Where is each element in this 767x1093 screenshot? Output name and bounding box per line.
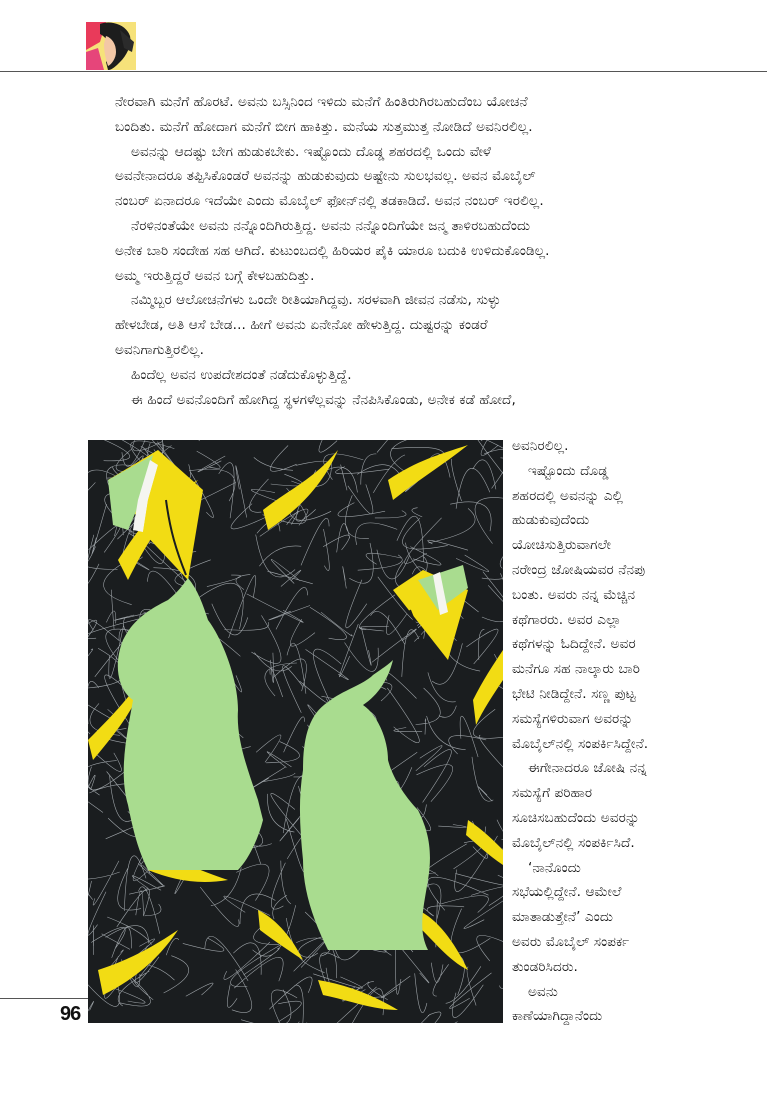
side-text-column	[512, 434, 712, 1029]
text-line: ಸಭೆಯಲ್ಲಿದ್ದೇನೆ. ಆಮೇಲೆ	[512, 884, 622, 901]
header-rule	[0, 71, 767, 72]
text-line: ಸೂಚಿಸಬಹುದೆಂದು ಅವರನ್ನು	[512, 809, 640, 826]
text-line: ಅವನಿಗಾಗುತ್ತಿರಲಿಲ್ಲ.	[115, 341, 205, 358]
text-line: ನರೇಂದ್ರ ಜೋಷಿಯವರ ನೆನಪು	[512, 561, 646, 578]
text-line: ನಂಬರ್ ಏನಾದರೂ ಇದೆಯೇ ಎಂದು ಮೊಬೈಲ್ ಫೋನ್‌ನಲ್ಲಿ ತಡಕಾಡಿದೆ. ಅವನ ನಂಬರ್ ಇರಲಿಲ್ಲ.	[115, 193, 544, 210]
text-line: ಕಥೆಗಳನ್ನು ಓದಿದ್ದೇನೆ. ಅವರ	[512, 636, 636, 653]
text-line: ನಮ್ಮಿಬ್ಬರ ಆಲೋಚನೆಗಳು ಒಂದೇ ರೀತಿಯಾಗಿದ್ದವು. ಸರಳವಾಗಿ ಜೀವನ ನಡೆಸು, ಸುಳ್ಳು	[131, 292, 501, 309]
text-line: ಬಂತು. ಅವರು ನನ್ನ ಮೆಚ್ಚಿನ	[512, 586, 636, 603]
text-line: ಯೋಚಿಸುತ್ತಿರುವಾಗಲೇ	[512, 537, 612, 554]
text-line: ಭೇಟಿ ನೀಡಿದ್ದೇನೆ. ಸಣ್ಣ ಪುಟ್ಟ	[512, 685, 636, 702]
text-line: ಮೊಬೈಲ್‌ನಲ್ಲಿ ಸಂಪರ್ಕಿಸಿದೆ.	[512, 834, 635, 851]
text-line: ಬಂದಿತು. ಮನೆಗೆ ಹೋದಾಗ ಮನೆಗೆ ಬೀಗ ಹಾಕಿತ್ತು. ಮನೆಯ ಸುತ್ತಮುತ್ತ ನೋಡಿದೆ ಅವನಿರಲಿಲ್ಲ.	[115, 118, 533, 135]
text-line: ನೆರಳಿನಂತೆಯೇ ಅವನು ನನ್ನೊಂದಿಗಿರುತ್ತಿದ್ದ. ಅವನು ನನ್ನೊಂದಿಗೆಯೇ ಜನ್ಮ ತಾಳಿರಬಹುದೆಂದು	[131, 217, 531, 234]
text-line: ಈಗೇನಾದರೂ ಜೋಷಿ ನನ್ನ	[528, 760, 647, 777]
footer-rule	[0, 998, 88, 999]
text-line: ಮನೆಗೂ ಸಹ ನಾಲ್ಕಾರು ಬಾರಿ	[512, 661, 640, 678]
text-line: ‘ನಾನೊಂದು	[528, 859, 581, 876]
text-line: ಕಾಣೆಯಾಗಿದ್ದಾನೆಂದು	[512, 1008, 603, 1025]
text-line: ತುಂಡರಿಸಿದರು.	[512, 958, 578, 975]
text-line: ಸಮಸ್ಯೆಗಳಿರುವಾಗ ಅವರನ್ನು	[512, 710, 634, 727]
text-line: ಅವರು ಮೊಬೈಲ್ ಸಂಪರ್ಕ	[512, 933, 630, 950]
text-line: ಇಷ್ಟೊಂದು ದೊಡ್ಡ	[528, 462, 609, 479]
text-line: ಅವನೇನಾದರೂ ತಪ್ಪಿಸಿಕೊಂಡರೆ ಅವನನ್ನು ಹುಡುಕುವುದು ಅಷ್ಟೇನು ಸುಲಭವಲ್ಲ. ಅವನ ಮೊಬೈಲ್	[115, 168, 536, 185]
text-line: ಅವನನ್ನು ಆದಷ್ಟು ಬೇಗ ಹುಡುಕಬೇಕು. ಇಷ್ಟೊಂದು ದೊಡ್ಡ ಶಹರದಲ್ಲಿ ಒಂದು ವೇಳೆ	[131, 143, 492, 160]
text-line: ಮಾತಾಡುತ್ತೇನೆ’ ಎಂದು	[512, 909, 614, 926]
main-text-block	[115, 90, 715, 412]
two-shadow-figures-illustration	[88, 440, 503, 1023]
text-line: ಅವನಿರಲಿಲ್ಲ.	[512, 438, 569, 454]
text-line: ಹೇಳಬೇಡ, ಅತಿ ಆಸೆ ಬೇಡ... ಹೀಗೆ ಅವನು ಏನೇನೋ ಹೇಳುತ್ತಿದ್ದ. ದುಷ್ಟರನ್ನು ಕಂಡರೆ	[115, 317, 488, 334]
text-line: ಶಹರದಲ್ಲಿ ಅವನನ್ನು ಎಲ್ಲಿ	[512, 487, 624, 504]
text-line: ಮೊಬೈಲ್‌ನಲ್ಲಿ ಸಂಪರ್ಕಿಸಿದ್ದೇನೆ.	[512, 735, 649, 752]
text-line: ನೇರವಾಗಿ ಮನೆಗೆ ಹೊರಟೆ. ಅವನು ಬಸ್ಸಿನಿಂದ ಇಳಿದು ಮನೆಗೆ ಹಿಂತಿರುಗಿರಬಹುದೆಂಬ ಯೋಚನೆ	[115, 94, 528, 110]
text-line: ಅನೇಕ ಬಾರಿ ಸಂದೇಹ ಸಹ ಆಗಿದೆ. ಕುಟುಂಬದಲ್ಲಿ ಹಿರಿಯರ ಪೈಕಿ ಯಾರೂ ಬದುಕಿ ಉಳಿದುಕೊಂಡಿಲ್ಲ.	[115, 242, 550, 259]
text-line: ಈ ಹಿಂದೆ ಅವನೊಂದಿಗೆ ಹೋಗಿದ್ದ ಸ್ಥಳಗಳೆಲ್ಲವನ್ನು ನೆನಪಿಸಿಕೊಂಡು, ಅನೇಕ ಕಡೆ ಹೋದೆ,	[131, 391, 516, 408]
text-line: ಹುಡುಕುವುದೆಂದು	[512, 512, 590, 529]
text-line: ಕಥೆಗಾರರು. ಅವರ ಎಲ್ಲಾ	[512, 611, 622, 628]
text-line: ಅವನು	[528, 983, 558, 1000]
text-line: ಹಿಂದೆಲ್ಲ ಅವನ ಉಪದೇಶದಂತೆ ನಡೆದುಕೊಳ್ಳುತ್ತಿದ್ದೆ.	[131, 366, 352, 383]
text-line: ಅಮ್ಮ ಇರುತ್ತಿದ್ದರೆ ಅವನ ಬಗ್ಗೆ ಕೇಳಬಹುದಿತ್ತು.	[115, 267, 315, 284]
text-line: ಸಮಸ್ಯೆಗೆ ಪರಿಹಾರ	[512, 785, 593, 802]
woman-face-logo-icon	[86, 22, 136, 70]
page-number: 96	[60, 1003, 81, 1025]
